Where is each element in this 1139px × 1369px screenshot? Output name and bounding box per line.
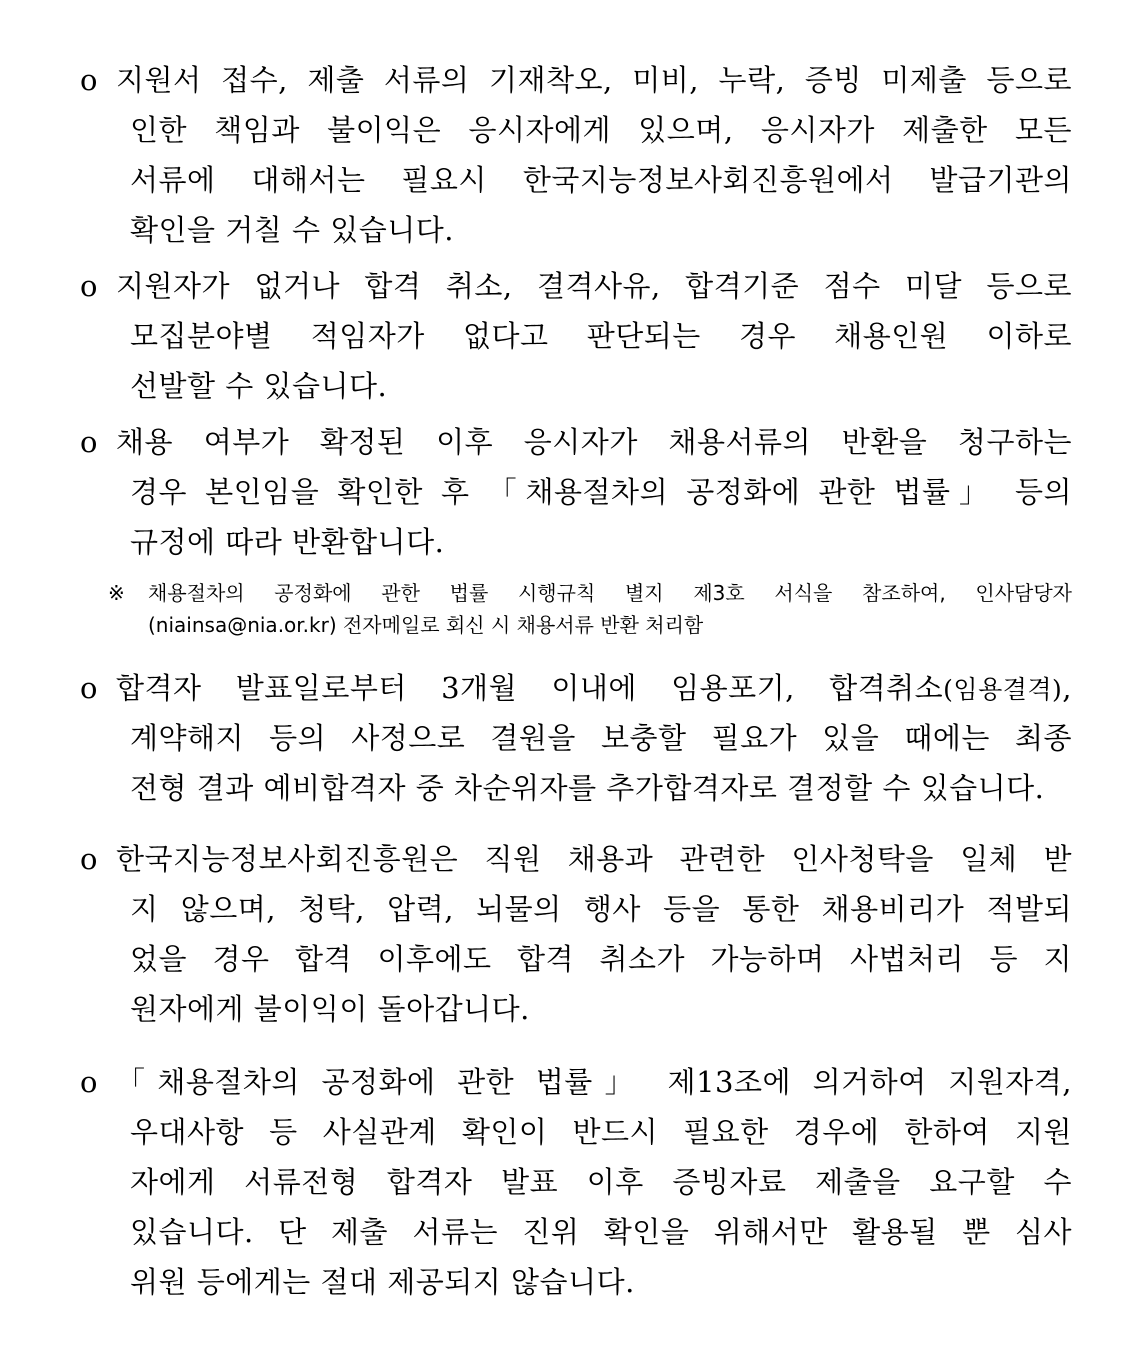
item-line: 전형 결과 예비합격자 중 차순위자를 추가합격자로 결정할 수 있습니다. bbox=[130, 771, 1045, 805]
bullet-marker: o bbox=[80, 671, 98, 705]
item-line: 있습니다. 단 제출 서류는 진위 확인을 위해서만 활용될 뿐 심사 bbox=[130, 1215, 1072, 1249]
notice-item-additional-acceptance bbox=[80, 663, 1072, 813]
note-line: (niainsa@nia.or.kr) 전자메일로 회신 시 채용서류 반환 처리함 bbox=[148, 613, 704, 637]
item-line: 계약해지 등의 사정으로 결원을 보충할 필요가 있을 때에는 최종 bbox=[130, 721, 1072, 755]
item-line: 자에게 서류전형 합격자 발표 이후 증빙자료 제출을 요구할 수 bbox=[130, 1165, 1072, 1199]
item-line: 선발할 수 있습니다. bbox=[130, 369, 388, 403]
item-line-parenthetical: (임용결격) bbox=[943, 675, 1063, 704]
notice-item-no-solicitation bbox=[80, 834, 1072, 1034]
item-line: 지 않으며, 청탁, 압력, 뇌물의 행사 등을 통한 채용비리가 적발되 bbox=[130, 892, 1072, 926]
bullet-marker: o bbox=[80, 63, 98, 97]
item-line: 지원서 접수, 제출 서류의 기재착오, 미비, 누락, 증빙 미제출 등으로 bbox=[116, 63, 1072, 97]
bullet-marker: o bbox=[80, 425, 98, 459]
bullet-marker: o bbox=[80, 1065, 98, 1099]
reference-note bbox=[108, 577, 1072, 641]
notice-item-application-responsibility bbox=[80, 55, 1072, 255]
bullet-marker: o bbox=[80, 269, 98, 303]
item-line: 인한 책임과 불이익은 응시자에게 있으며, 응시자가 제출한 모든 bbox=[130, 113, 1072, 147]
item-line: 원자에게 불이익이 돌아갑니다. bbox=[130, 992, 530, 1026]
item-line-main: 합격자 발표일로부터 3개월 이내에 임용포기, 합격취소 bbox=[116, 671, 944, 705]
item-line: 었을 경우 합격 이후에도 합격 취소가 가능하며 사법처리 등 지 bbox=[130, 942, 1072, 976]
reference-mark: ※ bbox=[108, 581, 125, 605]
item-line: 「채용절차의 공정화에 관한 법률」 제13조에 의거하여 지원자격, bbox=[116, 1065, 1072, 1099]
item-line: 확인을 거칠 수 있습니다. bbox=[130, 213, 455, 247]
item-line: 경우 본인임을 확인한 후 「채용절차의 공정화에 관한 법률」 등의 bbox=[130, 475, 1072, 509]
note-line: 채용절차의 공정화에 관한 법률 시행규칙 별지 제3호 서식을 참조하여, 인사담당자 bbox=[148, 581, 1072, 605]
item-line: 지원자가 없거나 합격 취소, 결격사유, 합격기준 점수 미달 등으로 bbox=[116, 269, 1072, 303]
item-line: 모집분야별 적임자가 없다고 판단되는 경우 채용인원 이하로 bbox=[130, 319, 1072, 353]
item-line: 위원 등에게는 절대 제공되지 않습니다. bbox=[130, 1265, 635, 1299]
item-line: 우대사항 등 사실관계 확인이 반드시 필요한 경우에 한하여 지원 bbox=[130, 1115, 1072, 1149]
item-line: 서류에 대해서는 필요시 한국지능정보사회진흥원에서 발급기관의 bbox=[130, 163, 1072, 197]
item-line-tail: , bbox=[1062, 671, 1072, 705]
notice-item-selection-below-quota bbox=[80, 261, 1072, 411]
item-line: 채용 여부가 확정된 이후 응시자가 채용서류의 반환을 청구하는 bbox=[116, 425, 1072, 459]
item-line: 한국지능정보사회진흥원은 직원 채용과 관련한 인사청탁을 일체 받 bbox=[116, 842, 1072, 876]
bullet-marker: o bbox=[80, 842, 98, 876]
item-line: 규정에 따라 반환합니다. bbox=[130, 525, 445, 559]
notice-item-document-return bbox=[80, 417, 1072, 567]
notice-item-evidence-submission bbox=[80, 1057, 1072, 1307]
item-line bbox=[80, 663, 1072, 713]
